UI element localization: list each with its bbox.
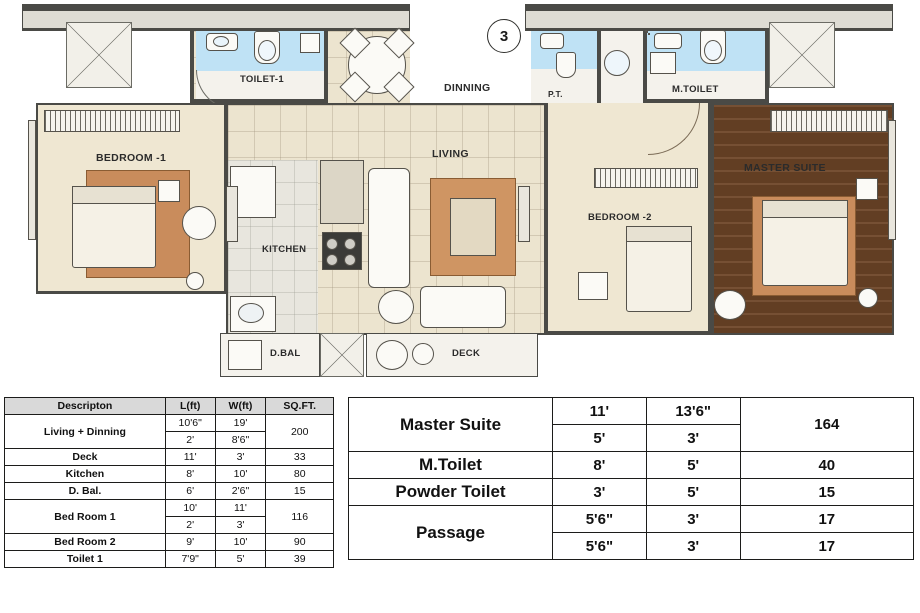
room-label-dbal: D.BAL bbox=[270, 348, 301, 359]
washbasin-fixture bbox=[540, 33, 564, 49]
bed-pillows bbox=[72, 186, 156, 204]
bed-pillows bbox=[626, 226, 692, 242]
wardrobe-master bbox=[770, 110, 888, 132]
room-label-master-suite: MASTER SUITE bbox=[744, 162, 826, 174]
floor-lamp bbox=[186, 272, 204, 290]
wc-fixture bbox=[556, 52, 576, 78]
room-label-mtoilet: M.TOILET bbox=[672, 84, 719, 95]
wall-segment bbox=[22, 4, 410, 11]
wash-counter bbox=[604, 50, 630, 76]
hob-burner bbox=[326, 254, 338, 266]
sofa-bottom bbox=[420, 286, 506, 328]
service-duct-right bbox=[769, 22, 835, 88]
nightstand-master bbox=[856, 178, 878, 200]
room-label-living: LIVING bbox=[432, 148, 469, 160]
hob-burner bbox=[344, 254, 356, 266]
col-sqft: SQ.FT. bbox=[266, 398, 334, 415]
col-description: Descripton bbox=[5, 398, 166, 415]
wall-segment bbox=[548, 331, 708, 335]
shower-fixture bbox=[650, 52, 676, 74]
wall-segment bbox=[190, 31, 194, 103]
plan-marker-3: 3 bbox=[487, 19, 521, 53]
table-row: Living + Dinning 10'6" 19' 200 bbox=[5, 415, 334, 432]
table-header-row bbox=[5, 398, 334, 415]
table-row: 2' 3' bbox=[5, 517, 334, 534]
room-label-toilet1: TOILET-1 bbox=[240, 74, 284, 85]
floor-lamp-master bbox=[858, 288, 878, 308]
room-label-bedroom2: BEDROOM -2 bbox=[588, 212, 652, 223]
window-left bbox=[226, 186, 238, 242]
armchair-living bbox=[378, 290, 414, 324]
wardrobe-bedroom2 bbox=[594, 168, 698, 188]
deck-stool bbox=[412, 343, 434, 365]
table-row: Bed Room 2 9' 10' 90 bbox=[5, 534, 334, 551]
kitchen-sink bbox=[238, 303, 264, 323]
table-row: Bed Room 1 10' 11' 116 bbox=[5, 500, 334, 517]
washbasin-fixture bbox=[654, 33, 682, 49]
deck-planter bbox=[376, 340, 408, 370]
table-row: 5' 3' bbox=[349, 425, 914, 452]
washbasin-bowl bbox=[213, 36, 229, 47]
window-bedroom1 bbox=[28, 120, 36, 240]
table-row: 5'6" 3' 17 bbox=[349, 533, 914, 560]
wardrobe-bedroom1 bbox=[44, 110, 180, 132]
wall-segment bbox=[324, 31, 328, 103]
parapet-band bbox=[525, 11, 893, 28]
shower-fixture bbox=[300, 33, 320, 53]
spacer bbox=[648, 33, 650, 35]
area-table-right bbox=[348, 397, 914, 560]
room-label-kitchen: KITCHEN bbox=[262, 244, 307, 255]
window-living bbox=[518, 186, 530, 242]
armchair-bedroom1 bbox=[182, 206, 216, 240]
col-length: L(ft) bbox=[165, 398, 215, 415]
room-label-pt: P.T. bbox=[548, 89, 563, 99]
hob-burner bbox=[326, 238, 338, 250]
wall-segment bbox=[36, 291, 226, 294]
room-label-deck: DECK bbox=[452, 348, 481, 359]
service-duct-left bbox=[66, 22, 132, 88]
duct-center bbox=[320, 333, 364, 377]
nightstand bbox=[158, 180, 180, 202]
sofa-left bbox=[368, 168, 410, 288]
table-row: Powder Toilet 3' 5' 15 bbox=[349, 479, 914, 506]
wc-bowl bbox=[258, 40, 276, 61]
spacer bbox=[646, 31, 648, 33]
study-desk bbox=[578, 272, 608, 300]
table-row: Toilet 1 7'9" 5' 39 bbox=[5, 551, 334, 568]
table-row: Master Suite 11' 13'6" 164 bbox=[349, 398, 914, 425]
table-row: Deck 11' 3' 33 bbox=[5, 449, 334, 466]
bed-pillows bbox=[762, 200, 848, 218]
room-label-bedroom1: BEDROOM -1 bbox=[96, 152, 167, 164]
area-schedule-tables bbox=[0, 393, 920, 613]
wc-bowl bbox=[704, 40, 722, 61]
room-label-dinning: DINNING bbox=[444, 82, 491, 94]
area-table-left bbox=[4, 397, 334, 568]
coffee-table bbox=[450, 198, 496, 256]
col-width: W(ft) bbox=[215, 398, 266, 415]
wall-segment bbox=[525, 4, 893, 11]
utility-appliance bbox=[228, 340, 262, 370]
hob-burner bbox=[344, 238, 356, 250]
window-master bbox=[888, 120, 896, 240]
console-unit bbox=[320, 160, 364, 224]
table-row: 2' 8'6" bbox=[5, 432, 334, 449]
table-row: D. Bal. 6' 2'6" 15 bbox=[5, 483, 334, 500]
table-row: M.Toilet 8' 5' 40 bbox=[349, 452, 914, 479]
table-row: Kitchen 8' 10' 80 bbox=[5, 466, 334, 483]
armchair-master bbox=[714, 290, 746, 320]
table-row: Passage 5'6" 3' 17 bbox=[349, 506, 914, 533]
